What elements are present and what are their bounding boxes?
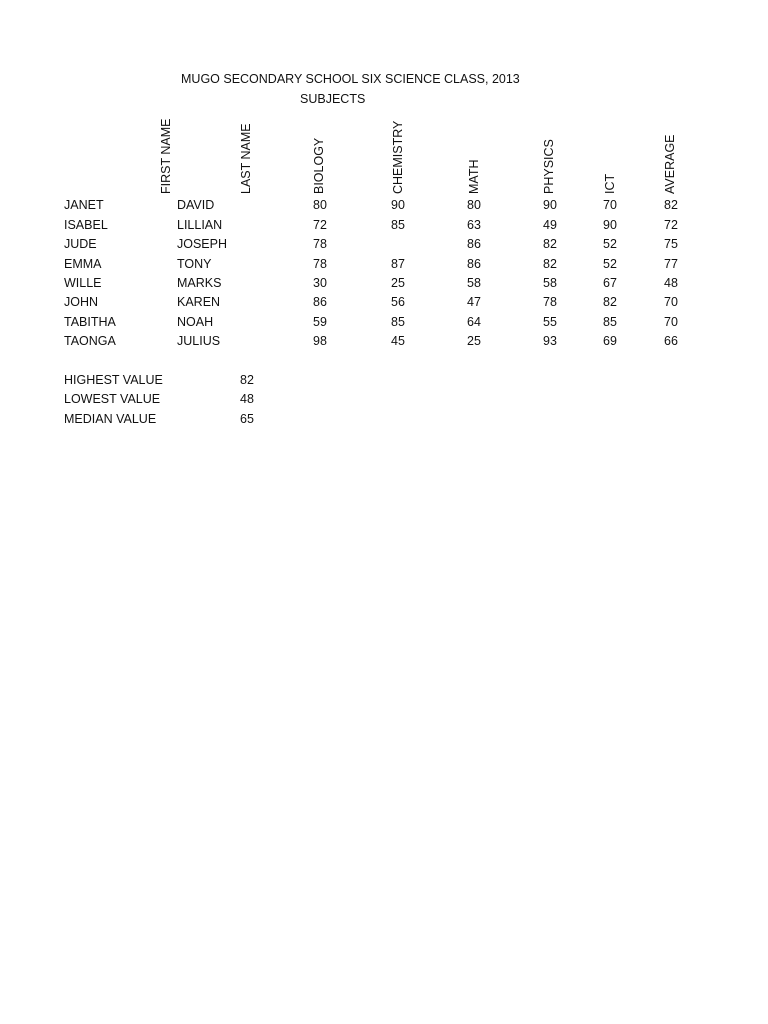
- cell-biology: 86: [313, 295, 327, 309]
- cell-chemistry: 90: [391, 198, 405, 212]
- cell-col-a: TABITHA: [64, 315, 116, 329]
- header-physics: PHYSICS: [542, 139, 556, 194]
- cell-average: 77: [664, 257, 678, 271]
- cell-col-a: ISABEL: [64, 218, 108, 232]
- cell-ict: 52: [603, 257, 617, 271]
- cell-physics: 49: [543, 218, 557, 232]
- cell-col-a: JANET: [64, 198, 104, 212]
- header-ict: ICT: [603, 173, 617, 194]
- cell-math: 47: [467, 295, 481, 309]
- cell-col-a: EMMA: [64, 257, 102, 271]
- cell-col-b: DAVID: [177, 198, 215, 212]
- cell-physics: 55: [543, 315, 557, 329]
- cell-col-a: JUDE: [64, 237, 97, 251]
- summary-label-lowest: LOWEST VALUE: [64, 392, 161, 406]
- cell-average: 48: [664, 276, 678, 290]
- cell-average: 82: [664, 198, 678, 212]
- cell-math: 58: [467, 276, 481, 290]
- cell-average: 70: [664, 295, 678, 309]
- summary-value-lowest: 48: [240, 392, 254, 406]
- cell-math: 25: [467, 334, 481, 348]
- summary-label-highest: HIGHEST VALUE: [64, 373, 163, 387]
- cell-chemistry: 87: [391, 257, 405, 271]
- cell-ict: 90: [603, 218, 617, 232]
- header-math: MATH: [467, 159, 481, 194]
- cell-ict: 69: [603, 334, 617, 348]
- cell-biology: 78: [313, 257, 327, 271]
- cell-math: 86: [467, 257, 481, 271]
- cell-biology: 30: [313, 276, 327, 290]
- header-first-name: FIRST NAME: [159, 118, 173, 194]
- cell-col-a: TAONGA: [64, 334, 116, 348]
- cell-biology: 59: [313, 315, 327, 329]
- cell-average: 66: [664, 334, 678, 348]
- cell-col-b: MARKS: [177, 276, 222, 290]
- cell-math: 80: [467, 198, 481, 212]
- header-biology: BIOLOGY: [312, 137, 326, 194]
- cell-ict: 70: [603, 198, 617, 212]
- cell-col-b: NOAH: [177, 315, 214, 329]
- cell-physics: 78: [543, 295, 557, 309]
- header-chemistry: CHEMISTRY: [391, 120, 405, 194]
- cell-chemistry: 45: [391, 334, 405, 348]
- cell-average: 72: [664, 218, 678, 232]
- cell-physics: 82: [543, 257, 557, 271]
- cell-chemistry: 56: [391, 295, 405, 309]
- sheet-title: MUGO SECONDARY SCHOOL SIX SCIENCE CLASS, 2013: [181, 72, 520, 86]
- cell-col-b: LILLIAN: [177, 218, 223, 232]
- cell-col-b: TONY: [177, 257, 212, 271]
- summary-value-highest: 82: [240, 373, 254, 387]
- cell-biology: 98: [313, 334, 327, 348]
- sheet-subtitle: SUBJECTS: [300, 92, 366, 106]
- cell-col-a: WILLE: [64, 276, 102, 290]
- cell-ict: 85: [603, 315, 617, 329]
- cell-physics: 90: [543, 198, 557, 212]
- cell-physics: 58: [543, 276, 557, 290]
- cell-physics: 93: [543, 334, 557, 348]
- cell-ict: 82: [603, 295, 617, 309]
- cell-math: 64: [467, 315, 481, 329]
- cell-biology: 80: [313, 198, 327, 212]
- cell-average: 75: [664, 237, 678, 251]
- summary-value-median: 65: [240, 412, 254, 426]
- cell-math: 86: [467, 237, 481, 251]
- cell-chemistry: 85: [391, 218, 405, 232]
- cell-ict: 52: [603, 237, 617, 251]
- cell-physics: 82: [543, 237, 557, 251]
- cell-col-a: JOHN: [64, 295, 99, 309]
- header-last-name: LAST NAME: [239, 123, 253, 194]
- cell-chemistry: 25: [391, 276, 405, 290]
- cell-biology: 72: [313, 218, 327, 232]
- cell-ict: 67: [603, 276, 617, 290]
- summary-label-median: MEDIAN VALUE: [64, 412, 157, 426]
- cell-average: 70: [664, 315, 678, 329]
- cell-chemistry: 85: [391, 315, 405, 329]
- cell-math: 63: [467, 218, 481, 232]
- cell-col-b: KAREN: [177, 295, 221, 309]
- cell-col-b: JOSEPH: [177, 237, 228, 251]
- header-average: AVERAGE: [663, 134, 677, 194]
- cell-col-b: JULIUS: [177, 334, 221, 348]
- cell-biology: 78: [313, 237, 327, 251]
